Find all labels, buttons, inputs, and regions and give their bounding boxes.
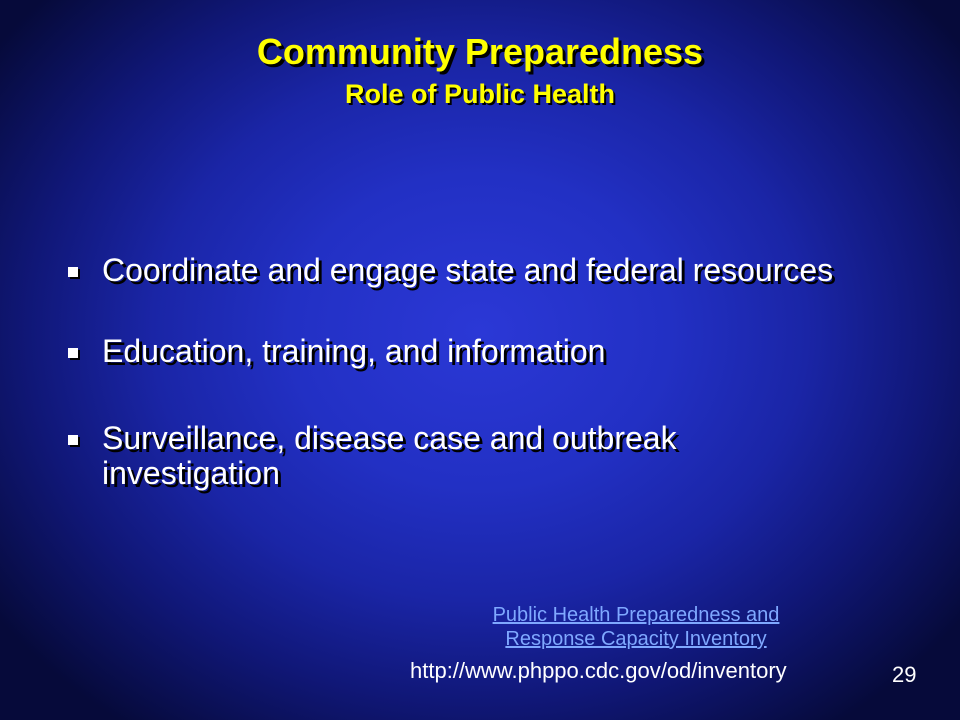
bullet-list — [66, 253, 846, 537]
bullet-item — [66, 421, 846, 491]
slide-title: Community Preparedness — [256, 31, 704, 72]
bullet-item — [66, 334, 846, 369]
reference-url: http://www.phppo.cdc.gov/od/inventory — [410, 658, 787, 683]
bullet-item — [66, 253, 846, 288]
reference-link-line1[interactable]: Public Health Preparedness and — [492, 604, 780, 626]
bullet-text: Coordinate and engage state and federal resources — [102, 252, 834, 288]
square-bullet-icon — [68, 267, 78, 277]
page-number: 29 — [892, 662, 917, 687]
reference-link-line2[interactable]: Response Capacity Inventory — [505, 628, 767, 650]
square-bullet-icon — [68, 435, 78, 445]
bullet-text: Education, training, and information — [102, 333, 606, 369]
bullet-text: Surveillance, disease case and outbreak investigation — [102, 420, 677, 491]
slide-subtitle: Role of Public Health — [344, 79, 616, 109]
square-bullet-icon — [68, 348, 78, 358]
reference-block — [436, 603, 836, 651]
